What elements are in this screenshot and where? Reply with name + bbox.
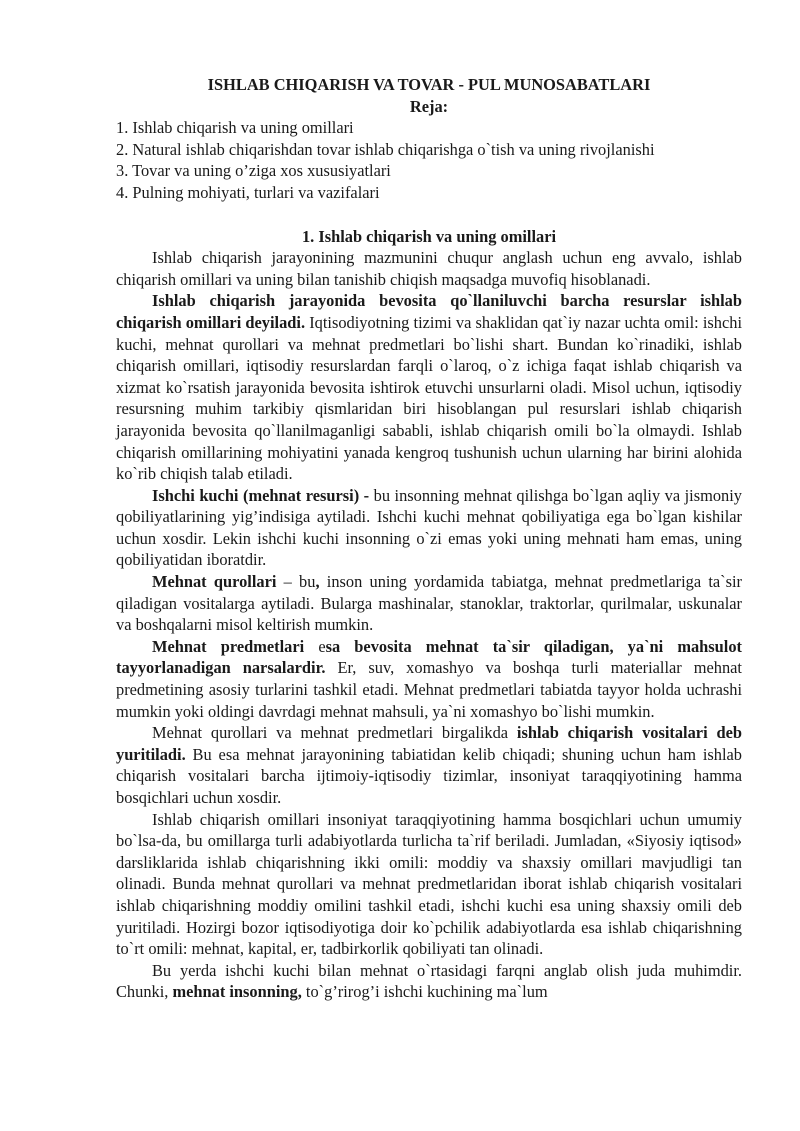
labor-text: bu insonning mehnat qilishga bo`lgan aqliy va jismoniy qobiliyatlarining yig’indisiga aytiladi. Ishchi kuchi mehnat qobiliyatiga ega bo`lgan kishilar uchun xosdir. Lekin ishchi kuchi insonning o`zi emas yoki uning mehnati ham emas, uning qobiliyatidan iboratdir. <box>116 485 743 570</box>
paragraph-means <box>116 722 742 808</box>
section-title: 1. Ishlab chiqarish va uning omillari <box>301 226 557 246</box>
tools-text-cont: inson uning yordamida tabiatga, mehnat predmetlariga ta`sir qiladigan vositalarga aytiladi. Bularga mashinalar, stanoklar, traktorlar, qurilmalar, uskunalar va boshqalarni misol keltirish mumkin. <box>116 572 743 635</box>
paragraph-labor <box>116 485 742 571</box>
tools-term: Mehnat qurollari <box>152 572 277 592</box>
means-term: ishlab chiqarish vositalari deb yuritiladi. <box>116 723 742 764</box>
paragraph-labor-difference <box>116 960 742 1003</box>
objects-connector: e <box>304 636 326 656</box>
difference-text-cont: to`g’rirog’i ishchi kuchining ma`lum <box>301 982 548 1002</box>
plan-heading: Reja: <box>409 96 449 116</box>
paragraph-objects <box>116 636 742 722</box>
paragraph-definition <box>116 290 742 484</box>
tools-text: – bu <box>276 572 316 592</box>
means-text-cont: Bu esa mehnat jarayonining tabiatidan kelib chiqadi; shuning uchun ham ishlab chiqarish vositalari barcha ijtimoiy-iqtisodiy tizimlar, insoniyat taraqqiyotining hamma bosqichlari uchun xosdir. <box>116 744 742 807</box>
means-text: Mehnat qurollari va mehnat predmetlari birgalikda <box>152 723 517 743</box>
objects-text: Er, suv, xomashyo va boshqa turli materiallar mehnat predmetining asosiy turlarini tashkil etadi. Mehnat predmetlari tabiatda tayyor holda uchrashi mumkin yoki oldingi davrdagi mehnat mahsuli, ya`ni xomashyo bo`lishi mumkin. <box>116 658 742 721</box>
paragraph-factors: Ishlab chiqarish omillari insoniyat taraqqiyotining hamma bosqichlari uchun umumiy bo`lsa-da, bu omillarga turli adabiyotlarda turlicha ta`rif beriladi. Jumladan, «Siyosiy iqtisod» darsliklarida ishlab chiqarishning ikki omili: moddiy va shaxsiy omillari mavjudligi tan olinadi. Bunda mehnat qurollari va mehnat predmetlaridan iborat ishlab chiqarish vositalari ishlab chiqarishning moddiy omilini tashkil etadi, ishchi kuchi esa uning shaxsiy omili deb yuritiladi. Hozirgi bozor iqtisodiyotiga doir ko`pchilik adabiyotlarda esa ishlab chiqarishning to`rt omili: mehnat, kapital, er, tadbirkorlik qobiliyati tan olinadi. <box>116 809 742 959</box>
document-title: ISHLAB CHIQARISH VA TOVAR - PUL MUNOSABATLARI <box>207 75 651 94</box>
labor-term: Ishchi kuchi (mehnat resursi) - <box>152 485 370 505</box>
plan-item: 1. Ishlab chiqarish va uning omillari <box>116 118 354 138</box>
definition-bold: Ishlab chiqarish jarayonida bevosita qo`llaniluvchi barcha resurslar ishlab chiqarish omillari deyiladi. <box>116 291 742 332</box>
document-page <box>116 74 742 1003</box>
plan-item: 2. Natural ishlab chiqarishdan tovar ishlab chiqarishga o`tish va uning rivojlanishi <box>116 139 655 159</box>
objects-term: Mehnat predmetlari <box>152 636 305 656</box>
plan-item: 3. Tovar va uning o’ziga xos xususiyatlari <box>116 161 391 181</box>
plan-list <box>116 117 742 203</box>
paragraph-intro: Ishlab chiqarish jarayonining mazmunini chuqur anglash uchun eng avvalo, ishlab chiqarish omillari va uning bilan tanishib chiqish maqsadga muvofiq hisoblanadi. <box>116 248 742 289</box>
tools-comma: , <box>315 572 320 592</box>
objects-definition: sa bevosita mehnat ta`sir qiladigan, ya`ni mahsulot tayyorlanadigan narsalardir. <box>116 636 742 678</box>
difference-bold: mehnat insonning, <box>172 982 302 1002</box>
difference-text: Bu yerda ishchi kuchi bilan mehnat o`rtasidagi farqni anglab olish juda muhimdir. Chunki, <box>116 960 742 1002</box>
definition-text: Iqtisodiyotning tizimi va shaklidan qat`iy nazar uchta omil: ishchi kuchi, mehnat qurollari va mehnat predmetlari bo`lishi shart. Bundan ko`rinadiki, ishlab chiqarish omillari, iqtisodiy resurslardan farqli o`laroq, o`z ichiga faqat ishlab chiqarish va xizmat ko`rsatish jarayonida bevosita ishtirok etuvchi unsurlarni oladi. Misol uchun, iqtisodiy resursning muhim tarkibiy qismlaridan biri hisoblangan pul resurslari ishlab chiqarish jarayonida bevosita qo`llanilmaganligi sababli, ishlab chiqarish omili bo`la olmaydi. Ishlab chiqarish omillarining mohiyatini yanada kengroq tushunish uchun ularning har birini alohida ko`rib chiqish talab etiladi. <box>116 312 742 484</box>
plan-item: 4. Pulning mohiyati, turlari va vazifalari <box>116 182 380 202</box>
paragraph-tools <box>116 571 742 636</box>
